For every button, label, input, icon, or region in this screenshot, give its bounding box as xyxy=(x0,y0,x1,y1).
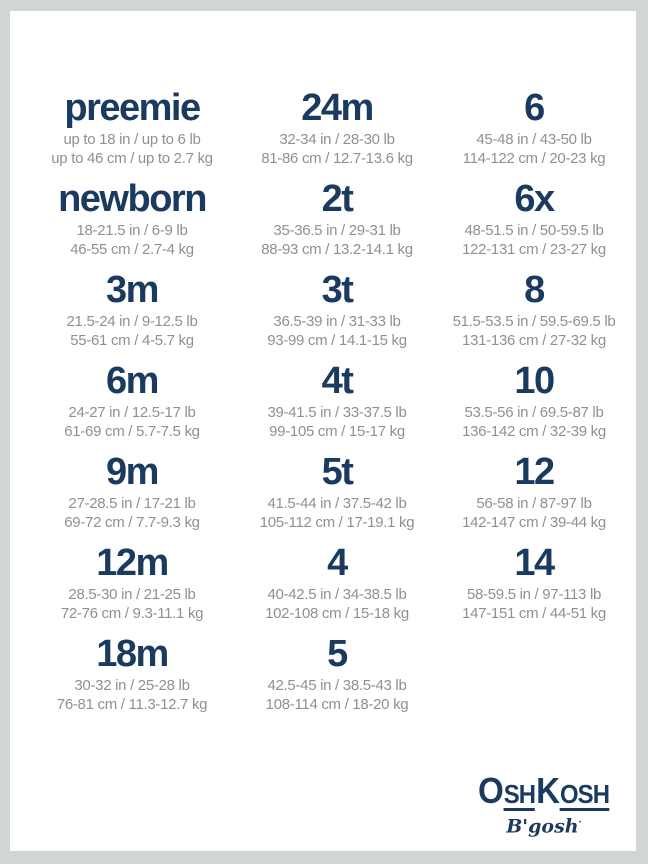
size-chart-page xyxy=(10,11,636,851)
metric-range: up to 46 cm / up to 2.7 kg xyxy=(51,150,213,167)
imperial-range: 42.5-45 in / 38.5-43 lb xyxy=(267,677,407,694)
metric-range: 102-108 cm / 15-18 kg xyxy=(265,605,409,622)
imperial-range: 53.5-56 in / 69.5-87 lb xyxy=(464,404,604,421)
imperial-range: 58-59.5 in / 97-113 lb xyxy=(466,586,602,603)
size-label: 5t xyxy=(321,451,353,493)
imperial-range: 32-34 in / 28-30 lb xyxy=(279,131,395,148)
size-label: 6m xyxy=(106,360,158,402)
size-block xyxy=(26,180,238,271)
size-label: 14 xyxy=(514,542,554,584)
size-block xyxy=(26,544,238,635)
imperial-range: 56-58 in / 87-97 lb xyxy=(476,495,592,512)
size-grid xyxy=(10,11,636,726)
logo-letter: K xyxy=(536,769,560,811)
size-label: 9m xyxy=(106,451,158,493)
metric-range: 136-142 cm / 32-39 kg xyxy=(462,423,606,440)
size-label: 6x xyxy=(514,178,554,220)
size-block xyxy=(26,89,238,180)
imperial-range: 18-21.5 in / 6-9 lb xyxy=(76,222,188,239)
imperial-range: 30-32 in / 25-28 lb xyxy=(74,677,190,694)
metric-range: 142-147 cm / 39-44 kg xyxy=(462,514,606,531)
size-label: 8 xyxy=(524,269,544,311)
oshkosh-wordmark xyxy=(472,769,616,811)
metric-range: 93-99 cm / 14.1-15 kg xyxy=(267,332,407,349)
imperial-range: 41.5-44 in / 37.5-42 lb xyxy=(267,495,407,512)
imperial-range: 35-36.5 in / 29-31 lb xyxy=(273,222,401,239)
size-label: 24m xyxy=(301,87,373,129)
metric-range: 122-131 cm / 23-27 kg xyxy=(462,241,606,258)
metric-range: 72-76 cm / 9.3-11.1 kg xyxy=(60,605,204,622)
size-block xyxy=(436,89,632,180)
size-label: 4 xyxy=(327,542,347,584)
size-block xyxy=(26,453,238,544)
size-block xyxy=(238,271,436,362)
size-block xyxy=(238,89,436,180)
size-block xyxy=(26,635,238,726)
imperial-range: 48-51.5 in / 50-59.5 lb xyxy=(464,222,604,239)
size-label: 5 xyxy=(327,633,347,675)
size-block xyxy=(238,362,436,453)
imperial-range: 27-28.5 in / 17-21 lb xyxy=(68,495,196,512)
imperial-range: up to 18 in / up to 6 lb xyxy=(63,131,201,148)
size-label: 6 xyxy=(524,87,544,129)
metric-range: 46-55 cm / 2.7-4 kg xyxy=(70,241,194,258)
metric-range: 81-86 cm / 12.7-13.6 kg xyxy=(261,150,413,167)
metric-range: 69-72 cm / 7.7-9.3 kg xyxy=(64,514,200,531)
metric-range: 55-61 cm / 4-5.7 kg xyxy=(70,332,194,349)
metric-range: 88-93 cm / 13.2-14.1 kg xyxy=(261,241,413,258)
imperial-range: 45-48 in / 43-50 lb xyxy=(476,131,592,148)
size-label: 18m xyxy=(96,633,168,675)
size-column-baby xyxy=(26,89,238,726)
size-block xyxy=(238,180,436,271)
size-label: 4t xyxy=(321,360,353,402)
metric-range: 108-114 cm / 18-20 kg xyxy=(265,696,409,713)
trademark-dot: · xyxy=(578,817,582,828)
size-label: 10 xyxy=(514,360,554,402)
size-block xyxy=(238,453,436,544)
size-block xyxy=(436,544,632,635)
metric-range: 61-69 cm / 5.7-7.5 kg xyxy=(64,423,200,440)
imperial-range: 28.5-30 in / 21-25 lb xyxy=(68,586,196,603)
size-column-toddler xyxy=(238,89,436,726)
logo-letters-underlined: OSH xyxy=(559,778,610,809)
size-block xyxy=(238,635,436,726)
metric-range: 147-151 cm / 44-51 kg xyxy=(462,605,606,622)
bgosh-script xyxy=(466,812,622,837)
logo-letter: O xyxy=(477,769,503,811)
imperial-range: 21.5-24 in / 9-12.5 lb xyxy=(66,313,198,330)
size-label: 2t xyxy=(321,178,353,220)
size-block xyxy=(26,362,238,453)
size-block xyxy=(436,453,632,544)
size-block xyxy=(436,271,632,362)
metric-range: 114-122 cm / 20-23 kg xyxy=(462,150,606,167)
imperial-range: 24-27 in / 12.5-17 lb xyxy=(68,404,196,421)
imperial-range: 40-42.5 in / 34-38.5 lb xyxy=(267,586,407,603)
metric-range: 131-136 cm / 27-32 kg xyxy=(462,332,606,349)
size-label: 12m xyxy=(96,542,168,584)
size-label: newborn xyxy=(58,178,206,220)
imperial-range: 39-41.5 in / 33-37.5 lb xyxy=(267,404,407,421)
size-block xyxy=(26,271,238,362)
imperial-range: 36.5-39 in / 31-33 lb xyxy=(273,313,401,330)
size-label: preemie xyxy=(64,87,200,129)
oshkosh-logo xyxy=(466,769,622,837)
size-block xyxy=(238,544,436,635)
metric-range: 105-112 cm / 17-19.1 kg xyxy=(259,514,415,531)
size-label: 3m xyxy=(106,269,158,311)
size-column-kid xyxy=(436,89,632,726)
size-block xyxy=(436,180,632,271)
size-block xyxy=(436,362,632,453)
metric-range: 76-81 cm / 11.3-12.7 kg xyxy=(56,696,208,713)
logo-letters-underlined: SH xyxy=(503,778,536,809)
size-label: 12 xyxy=(514,451,554,493)
metric-range: 99-105 cm / 15-17 kg xyxy=(269,423,405,440)
size-label: 3t xyxy=(321,269,353,311)
bgosh-text: B'gosh xyxy=(506,815,579,837)
imperial-range: 51.5-53.5 in / 59.5-69.5 lb xyxy=(452,313,616,330)
